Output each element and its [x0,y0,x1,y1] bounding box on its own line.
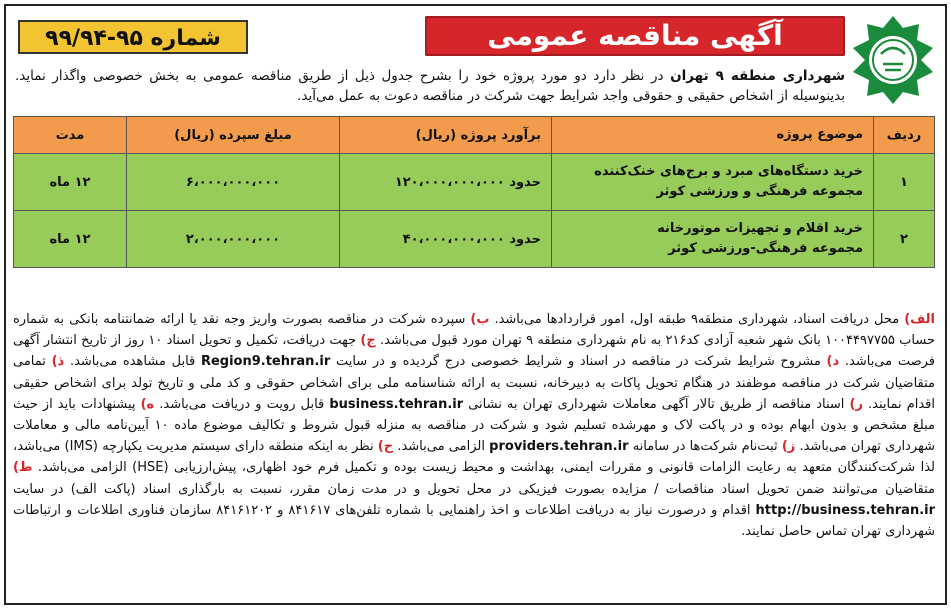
business-upload-link[interactable]: http://business.tehran.ir [755,502,936,518]
row-number: ۱ [874,154,935,211]
clause-label: ه) [140,396,155,412]
clause-label: ح) [377,439,394,455]
row-subject-line: خرید اقلام و تجهیزات موتورخانه [657,221,863,236]
table-row [14,211,935,268]
clause-text: محل دریافت اسناد، شهرداری منطقه۹ طبقه اول، امور قراردادها می‌باشد. [489,312,905,327]
intro-paragraph [15,66,845,106]
row-deposit: ۶،۰۰۰،۰۰۰،۰۰۰ [127,154,340,211]
clause-text: متقاضیان می‌توانند ضمن تحویل اسناد مناقصات / مزایده بصورت فیزیکی در محل تحویل و در مدت زمان مقرر، نسبت به بارگذاری اسناد (پاکت الف) در سایت [13,481,935,497]
tehran-municipality-logo-icon [849,14,937,106]
header-duration: مدت [14,117,127,154]
header-row-number: ردیف [874,117,935,154]
table-row [14,154,935,211]
clause-text: مشروح شرایط شرکت در مناقصه در اسناد و شرایط خصوصی درج گردیده و در سایت [330,354,827,370]
clause-label: ط) [13,460,33,476]
clause-text: الزامی می‌باشد. [393,439,490,455]
clause-label: ب) [470,312,490,327]
clause-label: د) [826,354,840,370]
row-subject-line: مجموعه فرهنگی-ورزشی کوثر [668,241,863,256]
clause-label: ذ) [51,354,65,370]
row-duration: ۱۲ ماه [14,211,127,268]
row-estimate: حدود ۴۰،۰۰۰،۰۰۰،۰۰۰ [340,211,552,268]
business-website-link[interactable]: business.tehran.ir [329,396,464,412]
row-subject-line: مجموعه فرهنگی و ورزشی کوثر [656,184,863,199]
region9-website-link[interactable]: Region9.tehran.ir [200,354,331,370]
intro-text: در نظر دارد دو مورد پروژه خود را بشرح جدول ذیل از طریق مناقصه عمومی به بخش خصوصی واگذار نماید. بدینوسیله از اشخاص حقیقی و حقوقی واجد شرایط جهت شرکت در مناقصه دعوت به عمل می‌آید. [15,68,845,104]
clause-text: ثبت‌نام شرکت‌ها در سامانه [628,439,782,455]
row-subject-line: خرید دستگاه‌های مبرد و برج‌های خنک‌کننده [594,164,863,179]
advertisement-page [4,4,947,605]
clause-text: پیشنهادات باید از حیث مبلغ مشخص و بدون ابهام بوده و در پاکت لاک و مهرشده تسلیم شود و شرکت در مناقصه به منزله قبول شروط و تکالیف موضوع ماده ۱۰ آیین‌نامه مالی و معاملات شهرداری تهران می‌باشد. [13,396,936,455]
ad-title-banner: آگهی مناقصه عمومی [425,16,845,56]
table-header-row [14,117,935,154]
clause-text: جهت دریافت، تکمیل و تحویل اسناد ۱۰ روز از تاریخ انتشار آگهی فرصت می‌باشد. [13,333,936,370]
header-subject: موضوع پروژه [552,117,874,154]
providers-website-link[interactable]: providers.tehran.ir [489,439,629,455]
clause-label: الف) [904,312,935,327]
clause-label: ج) [360,333,376,349]
row-deposit: ۲،۰۰۰،۰۰۰،۰۰۰ [127,211,340,268]
row-subject [552,211,874,268]
header-estimate: برآورد پروژه (ریال) [340,117,552,154]
clause-label: ر) [849,396,863,412]
clause-text: اقدام و درصورت نیاز به دریافت اطلاعات و اخذ راهنمایی با شماره تلفن‌های ۸۴۱۶۱۷ و ۸۴۱۶۱۲۰۲ سازمان فناوری اطلاعات و ارتباطات شهرداری تهران تماس حاصل نمایند. [13,502,935,540]
clause-text: سپرده شرکت در مناقصه بصورت واریز وجه نقد یا ارائه ضمانتنامه بانکی به شماره حساب ۱۰۰۴۴۹۷۷۵۵ بانک شهر شعبه آزادی کد۲۱۶ به نام شهرداری منطقه ۹ تهران مورد قبول می‌باشد. [13,312,935,349]
header-deposit: مبلغ سپرده (ریال) [127,117,340,154]
clause-text: قابل رویت و دریافت می‌باشد. [154,396,330,412]
ad-number: شماره ۹۵-۹۹/۹۴ [18,20,248,54]
row-duration: ۱۲ ماه [14,154,127,211]
clause-text: اسناد مناقصه از طریق تالار آگهی معاملات شهرداری تهران به نشانی [463,396,850,412]
clause-text: نظر به اینکه منطقه دارای سیستم مدیریت یکپارچه (IMS) می‌باشد، لذا شرکت‌کنندگان متعهد به رعایت الزامات قانونی و مقررات ایمنی، بهداشت و محیط زیست بوده و تکمیل فرم خود اظهاری، پیش‌ارزیابی (HSE) الزامی می‌باشد. [13,439,935,476]
clause-text: قابل مشاهده می‌باشد. [64,354,201,370]
conditions-paragraph [13,309,935,542]
organization-name: شهرداری منطقه ۹ تهران [670,68,846,84]
row-number: ۲ [874,211,935,268]
tender-table [13,116,935,268]
row-estimate: حدود ۱۲۰،۰۰۰،۰۰۰،۰۰۰ [340,154,552,211]
clause-text: تمامی متقاضیان شرکت در مناقصه موظفند در هنگام تحویل پاکات به دبیرخانه، نسبت به ارائه شناسنامه ملی برای اشخاص حقوقی و کد ملی و تاریخ تولد برای اشخاص حقیقی اقدام نمایند. [13,354,935,412]
row-subject [552,154,874,211]
clause-label: ز) [781,439,796,455]
